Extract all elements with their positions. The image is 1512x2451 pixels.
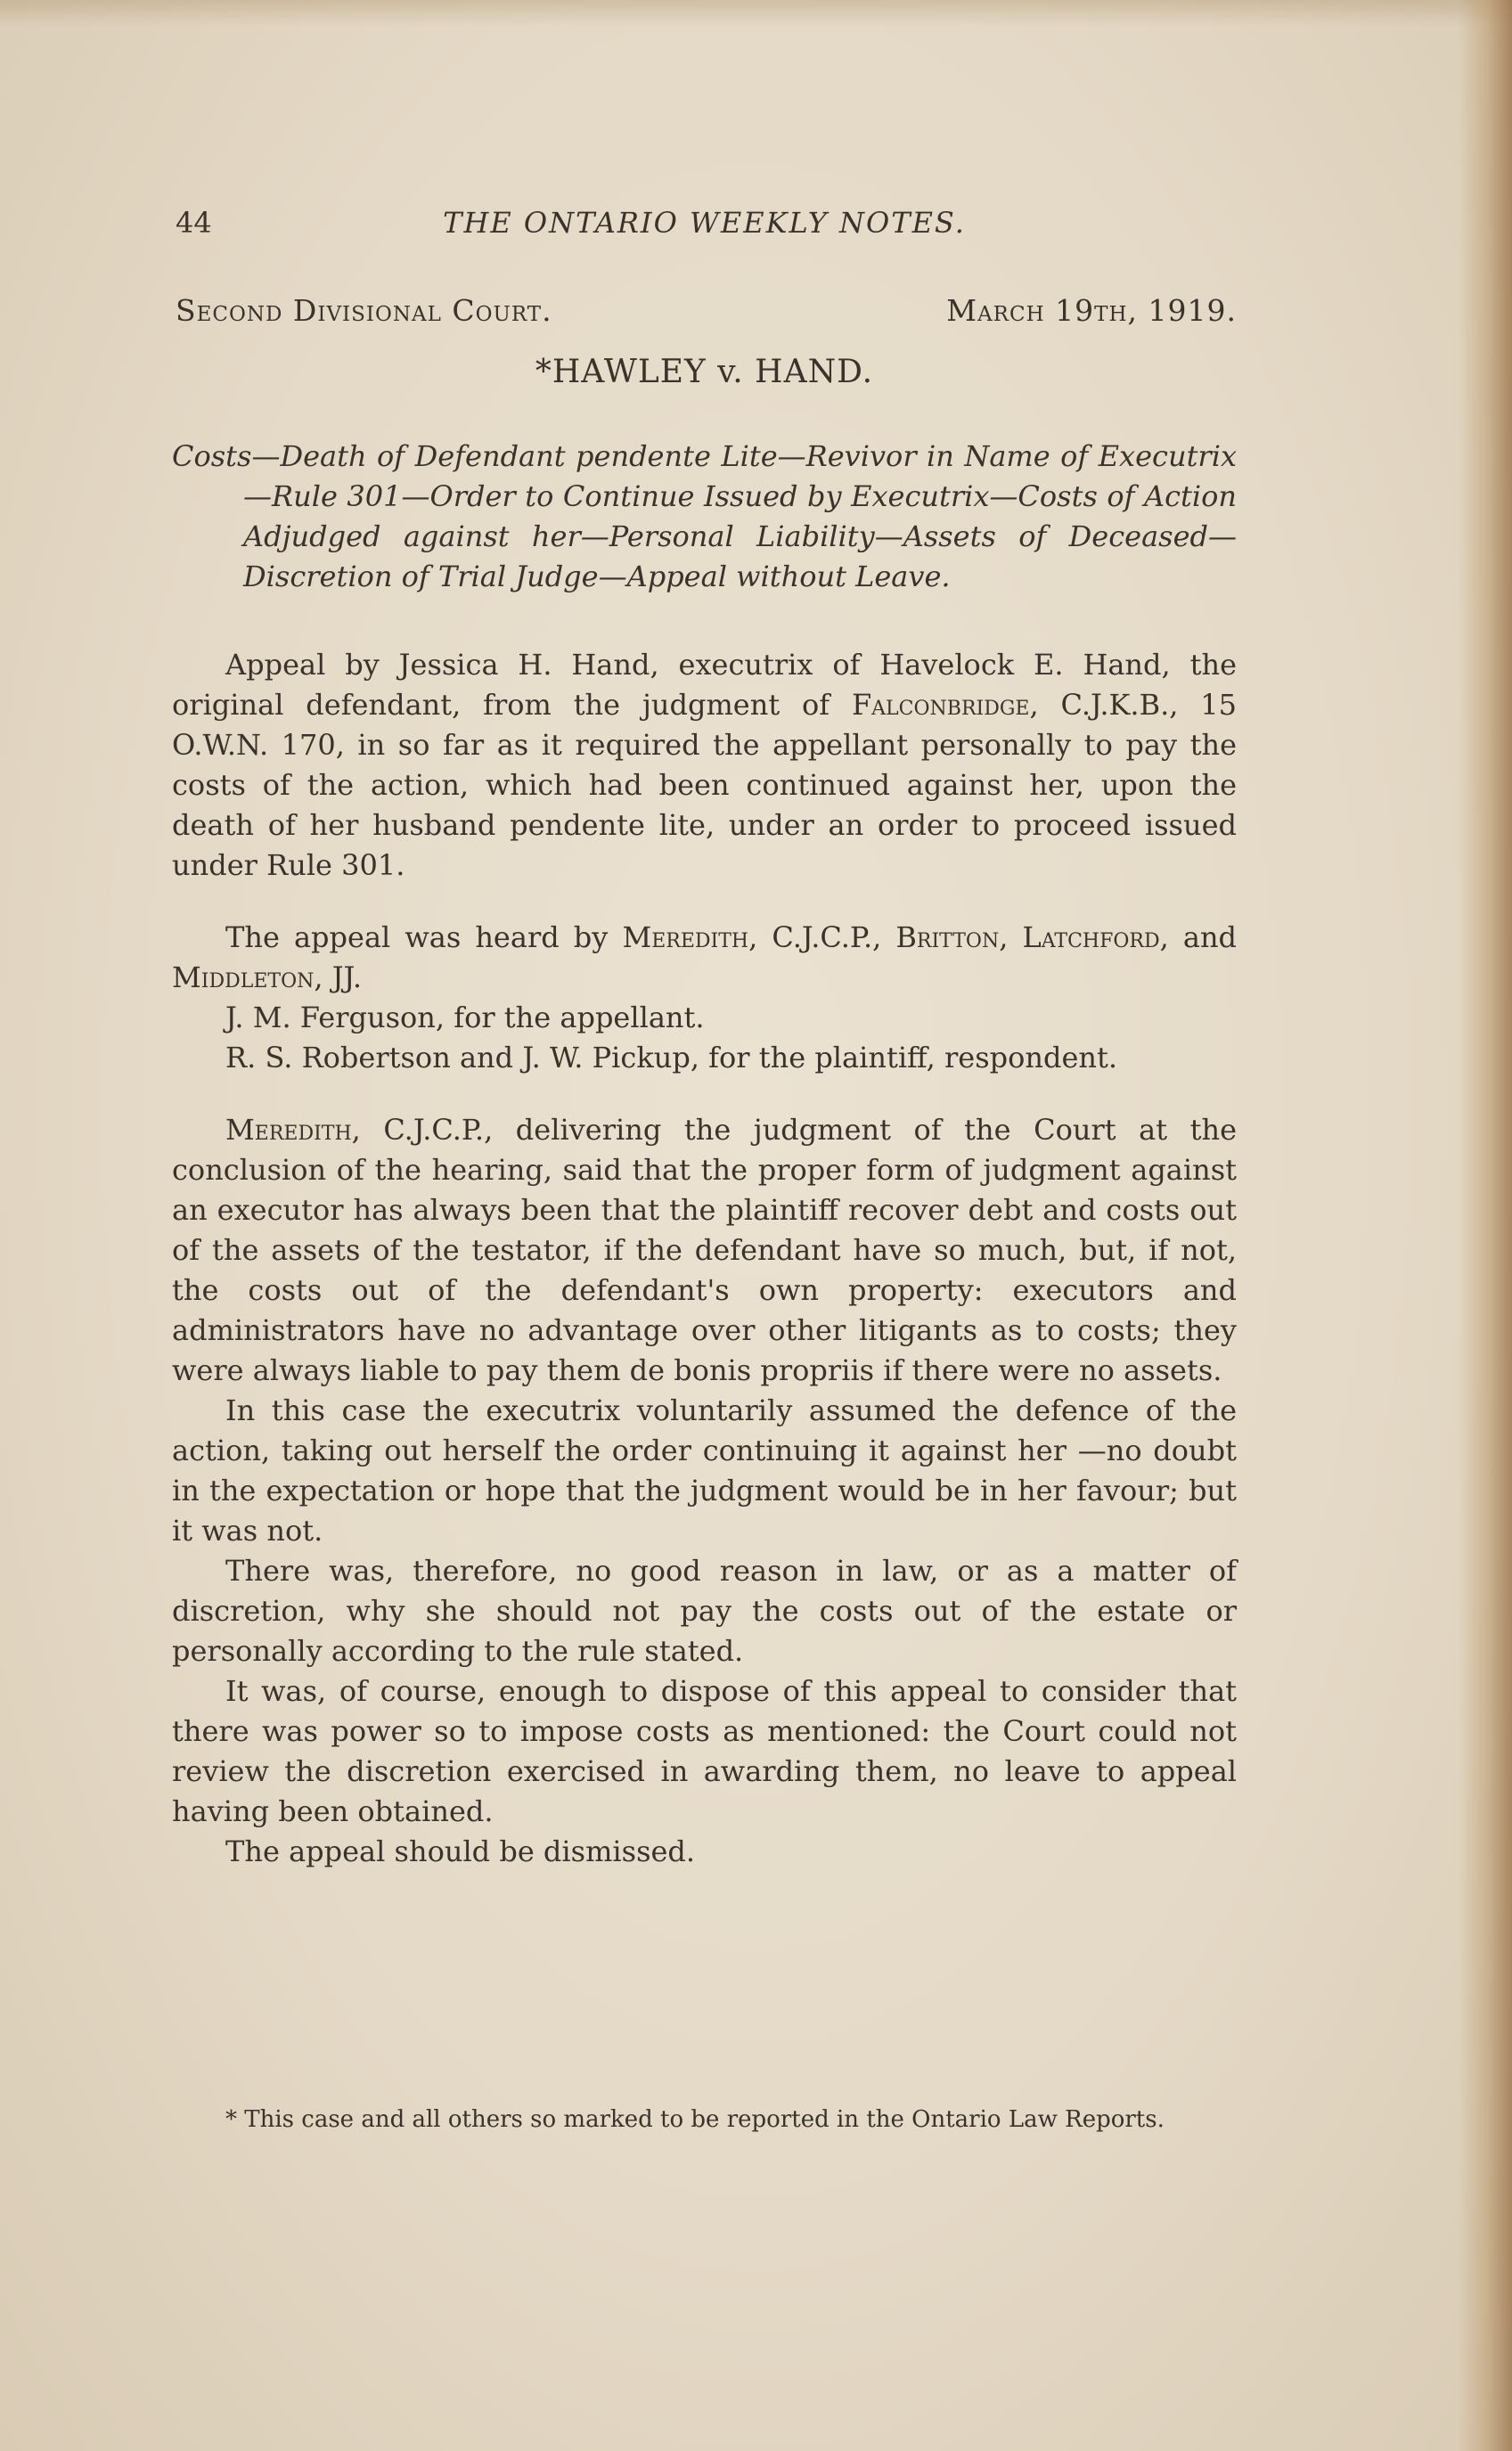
intro-paragraph <box>172 645 1237 886</box>
section-gap <box>172 886 1237 918</box>
judgment-judge-name: Meredith <box>225 1113 352 1147</box>
intro-text-before: Appeal by Jessica H. Hand, executrix of Havelock E. Hand, the original defendant, from the judgment of <box>172 648 1237 722</box>
footnote: * This case and all others so marked to be reported in the Ontario Law Reports. <box>225 2106 1165 2133</box>
judgment-paragraph-5: The appeal should be dismissed. <box>225 1834 696 1868</box>
court-name: Second Divisional Court. <box>176 293 552 328</box>
hearing-mid-2: , <box>999 920 1023 954</box>
judgment-paragraph-1 <box>172 1110 1237 1391</box>
judge-latchford: Latchford <box>1022 920 1160 954</box>
journal-title: THE ONTARIO WEEKLY NOTES. <box>443 206 966 240</box>
headnote: Costs—Death of Defendant pendente Lite—Revivor in Name of Executrix—Rule 301—Order to Continue Issued by Executrix—Costs of Action Adjudged against her—Personal Liability—Assets of Deceased—Discretion of Trial Judge—Appeal without Leave. <box>172 439 1237 593</box>
hearing-mid-3: , and <box>1159 920 1238 954</box>
hearing-paragraph <box>172 918 1237 998</box>
section-gap <box>172 1078 1237 1110</box>
decision-date: March 19th, 1919. <box>946 293 1237 328</box>
hearing-prefix: The appeal was heard by <box>225 920 623 954</box>
page-content <box>172 200 1237 1872</box>
counsel-appellant: J. M. Ferguson, for the appellant. <box>225 1001 705 1034</box>
page-number: 44 <box>176 206 212 240</box>
judgment-paragraph-2: In this case the executrix voluntarily assumed the defence of the action, taking out herself the order continuing it against her —no doubt in the expectation or hope that the judgment would be in her favour; but it was not. <box>172 1393 1237 1548</box>
counsel-respondent: R. S. Robertson and J. W. Pickup, for the plaintiff, respondent. <box>225 1041 1118 1074</box>
page-edge-shadow-right <box>1459 0 1512 2451</box>
intro-text-after: , C.J.K.B., 15 O.W.N. 170, in so far as it required the appellant personally to pay the costs of the action, which had been continued against her, upon the death of her husband pendente lite, under an order to proceed issued under Rule 301. <box>172 688 1238 882</box>
hearing-mid-1: , C.J.C.P., <box>748 920 896 954</box>
judgment-paragraph-4: It was, of course, enough to dispose of this appeal to consider that there was power so to impose costs as mentioned: the Court could not review the discretion exercised in awarding them, no leave to appeal having been obtained. <box>172 1674 1237 1828</box>
trial-judge-name: Falconbridge <box>851 688 1030 722</box>
hearing-suffix: , JJ. <box>314 960 363 994</box>
judge-meredith: Meredith <box>622 920 749 954</box>
running-head <box>172 200 1237 254</box>
case-title: *HAWLEY v. HAND. <box>535 354 874 390</box>
court-date-line <box>172 293 1237 348</box>
judgment-text-1: , C.J.C.P., delivering the judgment of the Court at the conclusion of the hearing, said that the proper form of judgment against an executor has always been that the plaintiff recover debt and costs out of the assets of the testator, if the defendant have so much, but, if not, the costs out of the defendant's own property: executors and administrators have no advantage over other litigants as to costs; they were always liable to pay them de bonis propriis if there were no assets. <box>172 1113 1237 1387</box>
judgment-paragraph-3: There was, therefore, no good reason in law, or as a matter of discretion, why she should not pay the costs out of the estate or personally according to the rule stated. <box>172 1554 1237 1668</box>
judge-britton: Britton <box>895 920 1000 954</box>
page-edge-shadow-top <box>0 0 1512 27</box>
judge-middleton: Middleton <box>172 960 315 994</box>
